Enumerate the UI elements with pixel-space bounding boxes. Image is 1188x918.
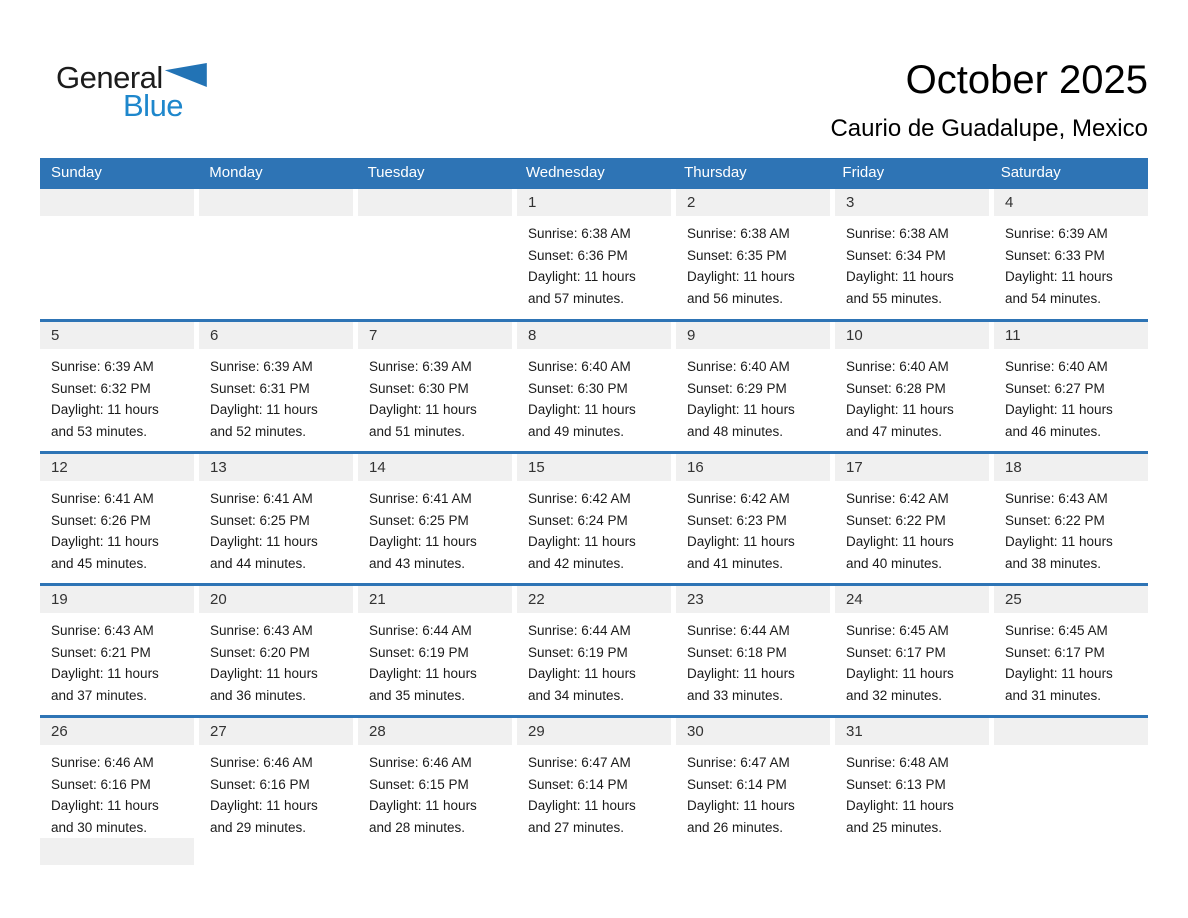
day-info-line: Daylight: 11 hours [528, 402, 636, 417]
day-info-line: and 30 minutes. [51, 819, 148, 835]
day-number: 13 [199, 454, 353, 481]
day-info [358, 745, 512, 838]
day-info-line: and 56 minutes. [687, 290, 784, 306]
day-info-line: and 28 minutes. [369, 819, 466, 835]
day-info-line: and 38 minutes. [1005, 555, 1102, 571]
day-info-line: Daylight: 11 hours [51, 402, 159, 417]
day-number: 24 [835, 586, 989, 613]
day-number: 1 [517, 189, 671, 216]
day-info [835, 349, 989, 442]
day-info-line: Sunset: 6:19 PM [369, 644, 469, 660]
day-info-line: and 55 minutes. [846, 290, 943, 306]
day-info-line: Daylight: 11 hours [687, 798, 795, 813]
day-cell [40, 718, 194, 838]
day-info-line: Daylight: 11 hours [846, 666, 954, 681]
day-info-line: and 36 minutes. [210, 687, 307, 703]
day-info [517, 216, 671, 309]
weekday-header-row [40, 158, 1148, 187]
empty-day-cell [994, 718, 1148, 838]
day-info-line: Sunrise: 6:47 AM [528, 755, 631, 770]
day-info-line: Daylight: 11 hours [210, 798, 318, 813]
day-info-line: Sunrise: 6:43 AM [210, 623, 313, 638]
week-row [40, 583, 1148, 715]
page-title: October 2025 [905, 58, 1148, 102]
day-info-line: Sunrise: 6:40 AM [528, 359, 631, 374]
logo-triangle-icon [165, 63, 207, 87]
weekday-label-sunday: Sunday [51, 164, 102, 181]
day-info-line: Sunset: 6:25 PM [369, 512, 469, 528]
day-info-line: Daylight: 11 hours [846, 534, 954, 549]
day-number: 29 [517, 718, 671, 745]
day-number: 25 [994, 586, 1148, 613]
day-number: 3 [835, 189, 989, 216]
day-cell [40, 586, 194, 715]
day-info-line: Sunrise: 6:40 AM [687, 359, 790, 374]
day-info-line: and 34 minutes. [528, 687, 625, 703]
day-cell [994, 586, 1148, 715]
day-number: 19 [40, 586, 194, 613]
weekday-label-saturday: Saturday [1000, 164, 1061, 181]
weekday-label-thursday: Thursday [684, 164, 747, 181]
day-info-line: and 43 minutes. [369, 555, 466, 571]
day-info-line: Sunrise: 6:41 AM [51, 491, 154, 506]
day-info-line: Daylight: 11 hours [51, 534, 159, 549]
day-info-line: and 33 minutes. [687, 687, 784, 703]
day-cell [676, 718, 830, 838]
day-info-line: Sunset: 6:13 PM [846, 776, 946, 792]
day-cell [676, 322, 830, 451]
day-info-line: Daylight: 11 hours [687, 269, 795, 284]
day-info-line: Sunrise: 6:41 AM [210, 491, 313, 506]
day-info-line: Sunrise: 6:42 AM [687, 491, 790, 506]
day-info-line: Sunset: 6:23 PM [687, 512, 787, 528]
day-info [517, 613, 671, 706]
day-info-line: Sunset: 6:26 PM [51, 512, 151, 528]
day-info-line: Daylight: 11 hours [1005, 269, 1113, 284]
day-number: 5 [40, 322, 194, 349]
day-cell [835, 322, 989, 451]
page-subtitle: Caurio de Guadalupe, Mexico [830, 115, 1148, 142]
day-info-line: Daylight: 11 hours [369, 666, 477, 681]
day-info-line: and 47 minutes. [846, 423, 943, 439]
day-info-line: Sunset: 6:18 PM [687, 644, 787, 660]
day-number: 26 [40, 718, 194, 745]
day-info-line: Daylight: 11 hours [369, 798, 477, 813]
day-cell [994, 322, 1148, 451]
day-number: 9 [676, 322, 830, 349]
day-info-line: and 54 minutes. [1005, 290, 1102, 306]
day-cell [199, 454, 353, 583]
day-info-line: Sunrise: 6:46 AM [369, 755, 472, 770]
day-info-line: Sunrise: 6:45 AM [846, 623, 949, 638]
day-info-line: Sunset: 6:31 PM [210, 380, 310, 396]
calendar-weeks [40, 187, 1148, 847]
day-info-line: Sunset: 6:35 PM [687, 247, 787, 263]
day-info-line: and 51 minutes. [369, 423, 466, 439]
day-info [517, 481, 671, 574]
general-blue-logo [56, 60, 226, 124]
day-info-line: Sunrise: 6:38 AM [846, 226, 949, 241]
day-info-line: Sunrise: 6:39 AM [369, 359, 472, 374]
day-info [676, 745, 830, 838]
day-number: 4 [994, 189, 1148, 216]
day-info-line: Daylight: 11 hours [846, 402, 954, 417]
day-info [835, 745, 989, 838]
day-info-line: Sunset: 6:27 PM [1005, 380, 1105, 396]
day-number: 31 [835, 718, 989, 745]
day-number: 17 [835, 454, 989, 481]
day-info-line: Sunrise: 6:44 AM [369, 623, 472, 638]
day-number [358, 189, 512, 216]
empty-day-cell [358, 189, 512, 319]
day-number: 15 [517, 454, 671, 481]
day-cell [199, 718, 353, 838]
day-info-line: and 37 minutes. [51, 687, 148, 703]
day-number: 23 [676, 586, 830, 613]
day-info [994, 216, 1148, 309]
day-info-line: Sunset: 6:14 PM [687, 776, 787, 792]
day-info-line: and 40 minutes. [846, 555, 943, 571]
day-info-line: Sunset: 6:19 PM [528, 644, 628, 660]
day-info-line: Daylight: 11 hours [210, 666, 318, 681]
title-block [830, 58, 1148, 143]
day-info-line: Daylight: 11 hours [1005, 402, 1113, 417]
day-info [994, 481, 1148, 574]
day-info-line: Sunset: 6:24 PM [528, 512, 628, 528]
day-info-line: Sunrise: 6:44 AM [528, 623, 631, 638]
day-info-line: Daylight: 11 hours [528, 798, 636, 813]
day-info [676, 216, 830, 309]
day-info [40, 349, 194, 442]
day-number: 14 [358, 454, 512, 481]
day-info [40, 613, 194, 706]
weekday-label-monday: Monday [209, 164, 263, 181]
day-number: 22 [517, 586, 671, 613]
day-info [835, 481, 989, 574]
day-number [199, 189, 353, 216]
day-info-line: Sunset: 6:16 PM [210, 776, 310, 792]
calendar-table [40, 158, 1148, 847]
day-cell [517, 718, 671, 838]
day-number: 27 [199, 718, 353, 745]
day-cell [358, 454, 512, 583]
day-info-line: Sunset: 6:28 PM [846, 380, 946, 396]
day-info-line: Sunset: 6:25 PM [210, 512, 310, 528]
day-info-line: Sunset: 6:30 PM [369, 380, 469, 396]
day-number: 30 [676, 718, 830, 745]
day-number: 16 [676, 454, 830, 481]
day-number: 6 [199, 322, 353, 349]
day-number [994, 718, 1148, 745]
day-cell [835, 586, 989, 715]
day-cell [358, 586, 512, 715]
day-info-line: Sunset: 6:29 PM [687, 380, 787, 396]
day-info-line: Sunrise: 6:45 AM [1005, 623, 1108, 638]
day-info [199, 745, 353, 838]
day-info-line: Sunrise: 6:39 AM [210, 359, 313, 374]
day-cell [358, 322, 512, 451]
logo-text-general: General [56, 60, 163, 95]
day-number: 11 [994, 322, 1148, 349]
day-info-line: Sunset: 6:17 PM [1005, 644, 1105, 660]
day-info-line: Sunrise: 6:39 AM [51, 359, 154, 374]
day-info-line: and 49 minutes. [528, 423, 625, 439]
day-info-line: Sunset: 6:36 PM [528, 247, 628, 263]
day-info-line: Sunrise: 6:40 AM [1005, 359, 1108, 374]
day-info-line: Sunrise: 6:40 AM [846, 359, 949, 374]
day-info-line: Daylight: 11 hours [846, 269, 954, 284]
day-info-line: and 29 minutes. [210, 819, 307, 835]
week-row [40, 715, 1148, 847]
day-info-line: Sunset: 6:21 PM [51, 644, 151, 660]
day-info [676, 613, 830, 706]
day-info-line: Daylight: 11 hours [369, 402, 477, 417]
day-cell [676, 454, 830, 583]
day-info-line: Sunset: 6:30 PM [528, 380, 628, 396]
day-info-line: Sunset: 6:22 PM [1005, 512, 1105, 528]
day-info-line: and 32 minutes. [846, 687, 943, 703]
day-number: 12 [40, 454, 194, 481]
day-info-line: Sunset: 6:22 PM [846, 512, 946, 528]
day-info [358, 481, 512, 574]
day-info-line: Daylight: 11 hours [687, 534, 795, 549]
day-number: 10 [835, 322, 989, 349]
day-info-line: Sunset: 6:33 PM [1005, 247, 1105, 263]
day-info-line: Daylight: 11 hours [210, 402, 318, 417]
day-info-line: Sunrise: 6:38 AM [687, 226, 790, 241]
day-info-line: and 31 minutes. [1005, 687, 1102, 703]
day-info [676, 481, 830, 574]
day-info-line: and 35 minutes. [369, 687, 466, 703]
day-info-line: Sunrise: 6:41 AM [369, 491, 472, 506]
day-info-line: and 44 minutes. [210, 555, 307, 571]
day-cell [40, 322, 194, 451]
week-row [40, 187, 1148, 319]
day-info [199, 349, 353, 442]
day-info-line: Sunrise: 6:46 AM [51, 755, 154, 770]
day-cell [40, 454, 194, 583]
day-info-line: and 57 minutes. [528, 290, 625, 306]
day-info [994, 613, 1148, 706]
day-info [835, 216, 989, 309]
day-info-line: Daylight: 11 hours [846, 798, 954, 813]
empty-day-cell [199, 189, 353, 319]
day-info-line: and 27 minutes. [528, 819, 625, 835]
day-info [199, 481, 353, 574]
weekday-label-wednesday: Wednesday [525, 164, 605, 181]
week-row [40, 451, 1148, 583]
day-info-line: Sunset: 6:32 PM [51, 380, 151, 396]
day-info-line: and 41 minutes. [687, 555, 784, 571]
logo-text-blue: Blue [123, 88, 184, 123]
day-info-line: and 42 minutes. [528, 555, 625, 571]
day-cell [517, 454, 671, 583]
day-info-line: Sunrise: 6:39 AM [1005, 226, 1108, 241]
weekday-label-friday: Friday [842, 164, 885, 181]
day-info-line: and 25 minutes. [846, 819, 943, 835]
day-number: 21 [358, 586, 512, 613]
day-number: 20 [199, 586, 353, 613]
day-info-line: Sunrise: 6:47 AM [687, 755, 790, 770]
day-cell [676, 189, 830, 319]
empty-day-cell [40, 189, 194, 319]
day-info-line: Sunrise: 6:48 AM [846, 755, 949, 770]
day-cell [835, 454, 989, 583]
day-info [517, 745, 671, 838]
day-info-line: Daylight: 11 hours [528, 666, 636, 681]
day-number [40, 189, 194, 216]
day-info-line: Sunrise: 6:44 AM [687, 623, 790, 638]
day-cell [517, 189, 671, 319]
day-info [676, 349, 830, 442]
day-cell [835, 189, 989, 319]
day-info-line: Daylight: 11 hours [1005, 666, 1113, 681]
day-info-line: Sunset: 6:15 PM [369, 776, 469, 792]
day-number: 8 [517, 322, 671, 349]
day-cell [199, 586, 353, 715]
day-number: 18 [994, 454, 1148, 481]
day-info-line: Sunrise: 6:38 AM [528, 226, 631, 241]
day-cell [676, 586, 830, 715]
day-cell [835, 718, 989, 838]
day-info [40, 481, 194, 574]
day-info-line: Sunrise: 6:42 AM [846, 491, 949, 506]
day-info-line: Daylight: 11 hours [1005, 534, 1113, 549]
day-number: 2 [676, 189, 830, 216]
day-info-line: Daylight: 11 hours [51, 798, 159, 813]
day-cell [994, 189, 1148, 319]
day-info-line: Daylight: 11 hours [687, 402, 795, 417]
day-info-line: Sunset: 6:16 PM [51, 776, 151, 792]
day-info-line: Sunset: 6:34 PM [846, 247, 946, 263]
day-info-line: and 53 minutes. [51, 423, 148, 439]
week-row [40, 319, 1148, 451]
day-info-line: and 26 minutes. [687, 819, 784, 835]
day-number: 28 [358, 718, 512, 745]
day-info-line: Sunrise: 6:43 AM [51, 623, 154, 638]
day-number [40, 838, 194, 865]
empty-day-cell [40, 838, 194, 865]
day-info [994, 349, 1148, 442]
day-cell [517, 586, 671, 715]
day-info [517, 349, 671, 442]
day-info-line: Sunrise: 6:46 AM [210, 755, 313, 770]
day-info [358, 349, 512, 442]
day-number: 7 [358, 322, 512, 349]
day-info-line: Sunrise: 6:42 AM [528, 491, 631, 506]
weekday-label-tuesday: Tuesday [367, 164, 425, 181]
day-info-line: Sunset: 6:20 PM [210, 644, 310, 660]
day-info-line: Sunrise: 6:43 AM [1005, 491, 1108, 506]
day-cell [358, 718, 512, 838]
day-cell [517, 322, 671, 451]
day-info-line: Daylight: 11 hours [528, 534, 636, 549]
day-info-line: Daylight: 11 hours [528, 269, 636, 284]
day-info-line: and 48 minutes. [687, 423, 784, 439]
day-info-line: Daylight: 11 hours [369, 534, 477, 549]
day-info [199, 613, 353, 706]
day-info-line: and 52 minutes. [210, 423, 307, 439]
day-info-line: Daylight: 11 hours [51, 666, 159, 681]
day-info-line: and 46 minutes. [1005, 423, 1102, 439]
day-info-line: and 45 minutes. [51, 555, 148, 571]
day-info-line: Sunset: 6:17 PM [846, 644, 946, 660]
day-info-line: Daylight: 11 hours [687, 666, 795, 681]
day-info [835, 613, 989, 706]
day-info [358, 613, 512, 706]
day-cell [199, 322, 353, 451]
day-cell [994, 454, 1148, 583]
day-info [40, 745, 194, 838]
day-info-line: Daylight: 11 hours [210, 534, 318, 549]
day-info-line: Sunset: 6:14 PM [528, 776, 628, 792]
